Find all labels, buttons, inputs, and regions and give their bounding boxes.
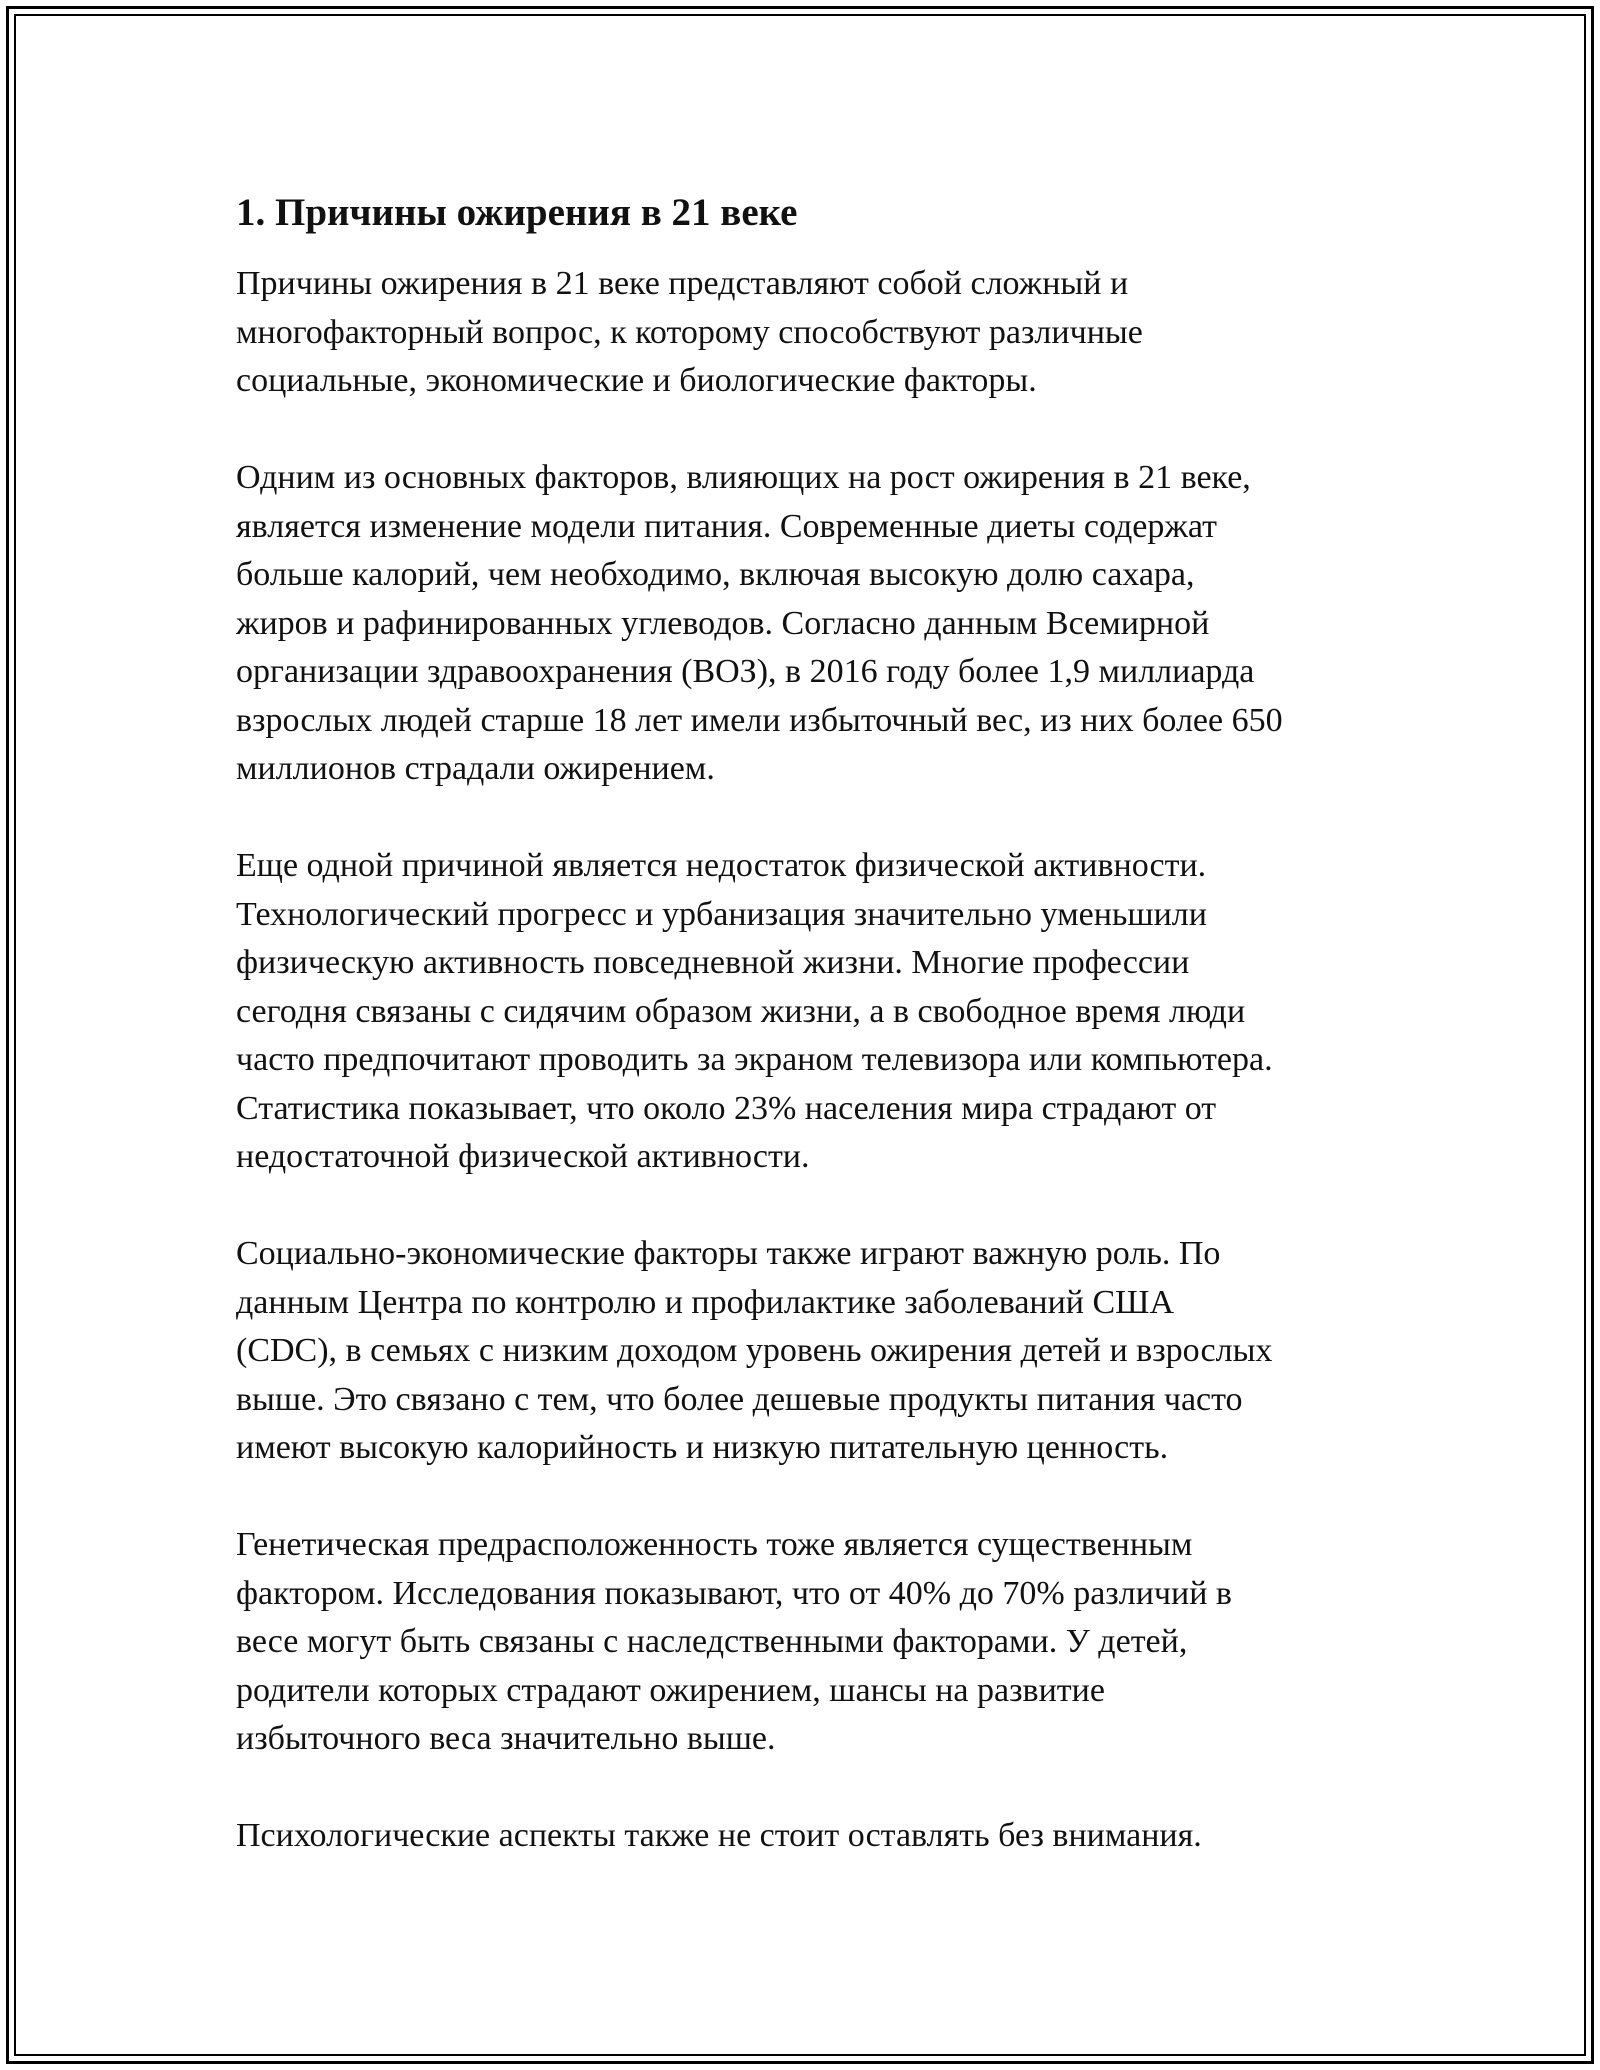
text-line: недостаточной физической активности. [236, 1138, 810, 1175]
text-line: Одним из основных факторов, влияющих на рост ожирения в 21 веке, [236, 459, 1251, 496]
paragraph-nutrition [236, 454, 1376, 794]
text-line: (CDC), в семьях с низким доходом уровень ожирения детей и взрослых [236, 1332, 1273, 1369]
text-line: родители которых страдают ожирением, шансы на развитие [236, 1671, 1105, 1709]
text-line: Технологический прогресс и урбанизация значительно уменьшили [236, 895, 1207, 933]
text-line: больше калорий, чем необходимо, включая высокую долю сахара, [236, 556, 1195, 593]
text-line: имеют высокую калорийность и низкую питательную ценность. [236, 1429, 1169, 1466]
text-line: данным Центра по контролю и профилактике заболеваний США [236, 1283, 1175, 1321]
text-line: Генетическая предрасположенность тоже является существенным [236, 1526, 1193, 1563]
document-body [236, 186, 1376, 1861]
text-line: Социально-экономические факторы также играют важную роль. По [236, 1235, 1221, 1272]
paragraph-physical-activity [236, 842, 1376, 1182]
text-line: весе могут быть связаны с наследственными факторами. У детей, [236, 1623, 1188, 1660]
text-line: сегодня связаны с сидячим образом жизни, а в свободное время люди [236, 992, 1246, 1030]
text-line: социальные, экономические и биологические факторы. [236, 362, 1037, 399]
text-line: избыточного веса значительно выше. [236, 1720, 776, 1757]
text-line: многофакторный вопрос, к которому способствуют различные [236, 313, 1143, 351]
text-line: взрослых людей старше 18 лет имели избыточный вес, из них более 650 [236, 701, 1283, 739]
text-line: жиров и рафинированных углеводов. Согласно данным Всемирной [236, 604, 1210, 642]
text-line: организации здравоохранения (ВОЗ), в 2016 году более 1,9 миллиарда [236, 653, 1255, 690]
paragraph-genetics [236, 1521, 1376, 1764]
text-line: Статистика показывает, что около 23% населения мира страдают от [236, 1089, 1217, 1127]
text-line: Причины ожирения в 21 веке представляют собой сложный и [236, 265, 1129, 302]
text-line: Психологические аспекты также не стоит оставлять без внимания. [236, 1817, 1202, 1854]
section-heading: 1. Причины ожирения в 21 веке [236, 191, 798, 234]
text-line: выше. Это связано с тем, что более дешевые продукты питания часто [236, 1380, 1243, 1418]
text-line: является изменение модели питания. Современные диеты содержат [236, 507, 1217, 545]
text-line: часто предпочитают проводить за экраном телевизора или компьютера. [236, 1041, 1273, 1078]
text-line: миллионов страдали ожирением. [236, 750, 715, 787]
text-line: физическую активность повседневной жизни. Многие профессии [236, 944, 1190, 981]
paragraph-psychological [236, 1812, 1376, 1861]
text-line: фактором. Исследования показывают, что от 40% до 70% различий в [236, 1574, 1232, 1612]
text-line: Еще одной причиной является недостаток физической активности. [236, 847, 1207, 884]
paragraph-intro [236, 260, 1376, 406]
paragraph-socioeconomic [236, 1230, 1376, 1473]
